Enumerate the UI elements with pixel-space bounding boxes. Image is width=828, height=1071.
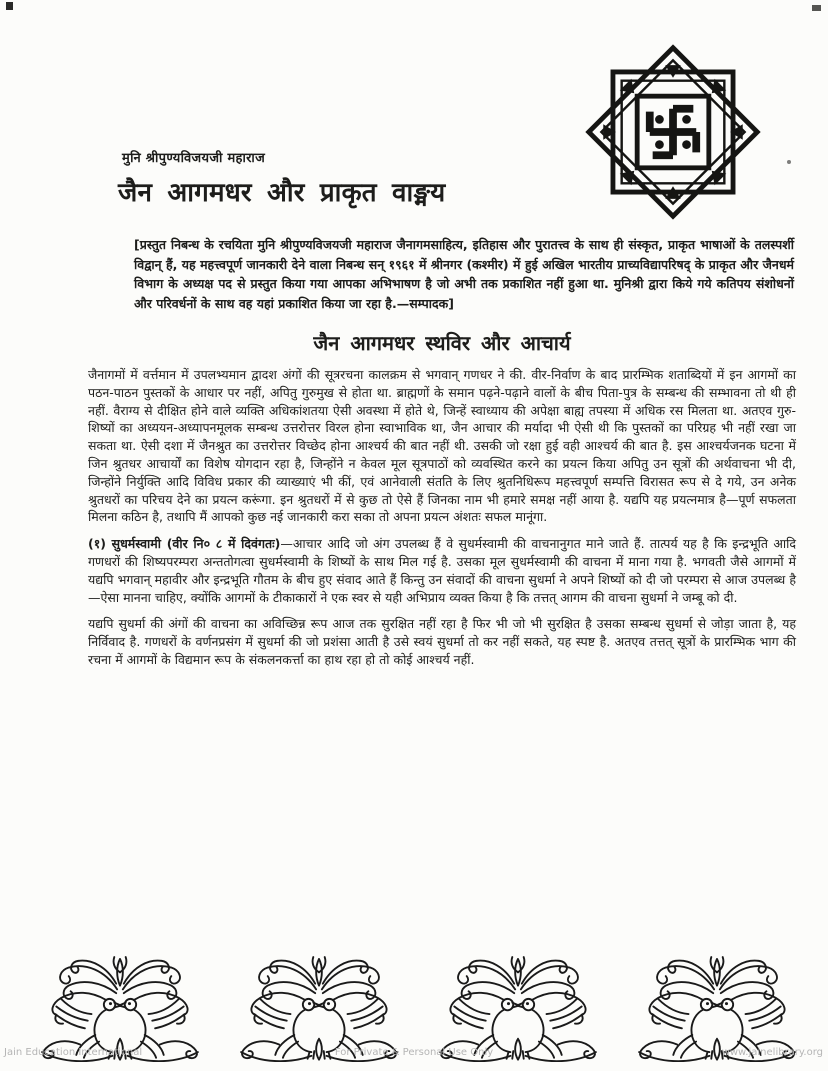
- watermark-left: Jain Education International: [4, 1047, 143, 1058]
- paragraph-3: यद्यपि सुधर्मा की अंगों की वाचना का अविच्छिन्न रूप आज तक सुरक्षित नहीं रहा है फिर भी जो भी सुरक्षित है उसका सम्बन्ध सुधर्मा से जोड़ा जाता है, यह निर्विवाद है. गणधरों के वर्णनप्रसंग में सुधर्मा की जो प्रशंसा आती है उसे स्वयं सुधर्मा तो कर नहीं सकते, यह स्पष्ट है. अतएव तत्तत् सूत्रों के प्रारम्भिक भाग की रचना में आगमों के विद्यमान रूप के संकलनकर्त्ता का हाथ रहा हो तो कोई आश्चर्य नहीं.: [88, 616, 796, 667]
- page-title: जैन आगमधर और प्राकृत वाङ्मय: [118, 178, 446, 208]
- paragraph-1: जैनागमों में वर्त्तमान में उपलभ्यमान द्वादश अंगों की सूत्ररचना कालक्रम से भगवान् गणधर ने की. वीर-निर्वाण के बाद प्रारम्भिक शताब्दियों में इन आगमों का पठन-पाठन पुस्तकों के आधार पर नहीं, अपितु गुरुमुख से होता था. ब्राह्मणों के समान पढ़ने-पढ़ाने वालों के बीच पिता-पुत्र के सम्बन्ध की सम्भावना तो थी ही नहीं. वैराग्य से दीक्षित होने वाले व्यक्ति अधिकांशतया ऐसी अवस्था में होते थे, जिन्हें स्वाध्याय की अपेक्षा बाह्य तपस्या में अधिक रस मिलता था. अतएव गुरु-शिष्यों का अध्ययन-अध्यापनमूलक सम्बन्ध उत्तरोत्तर विरल होना स्वाभाविक था, जैन आचार की मर्यादा भी ऐसी थी कि पुस्तकों का परिग्रह भी नहीं रखा जा सकता था. ऐसी दशा में जैनश्रुत का उत्तरोत्तर विच्छेद होना आश्चर्य की बात नहीं थी. उसकी जो रक्षा हुई वही आश्चर्य की बात है. इस आश्चर्यजनक घटना में जिन श्रुतधर आचार्यों का विशेष योगदान रहा है, जिन्होंने न केवल मूल सूत्रपाठों को व्यवस्थित करने का प्रयत्न किया अपितु उन सूत्रों की अर्थवाचना भी दी, जिन्होंने निर्युक्ति आदि विविध प्रकार की व्याख्याएं भी कीं, एवं आनेवाली संतति के लिए श्रुतनिधिरूप महत्त्वपूर्ण सम्पत्ति विरासत रूप से दे गये, उन अनेक श्रुतधरों का परिचय देने का प्रयत्न करूंगा. इन श्रुतधरों में से कुछ तो ऐसे हैं जिनका नाम भी हमारे समक्ष नहीं आया है. यद्यपि यह प्रयत्नमात्र है—पूर्ण सफलता मिलना कठिन है, तथापि मैं आपको कुछ नई जानकारी करा सका तो अपना प्रयत्न अंशतः सफल मानूंगा.: [88, 367, 796, 525]
- author-line: मुनि श्रीपुण्यविजयजी महाराज: [122, 151, 266, 166]
- paragraph-2-text: —आचार आदि जो अंग उपलब्ध हैं वे सुधर्मस्वामी की वाचनानुगत माने जाते हैं. तात्पर्य यह है कि इन्द्रभूति आदि गणधरों की शिष्यपरम्परा अन्ततोगत्वा सुधर्मस्वामी के शिष्यों के साथ मिल गई है. उसका मूल सुधर्मस्वामी की वाचना में माना गया है. भगवती जैसे आगमों में यद्यपि भगवान् महावीर और इन्द्रभूति गौतम के बीच हुए संवाद आते हैं किन्तु उन संवादों की वाचना सुधर्मा ने अपने शिष्यों को दी जो परम्परा से आज उपलब्ध है—ऐसा मानना चाहिए, क्योंकि आगमों के टीकाकारों ने एक स्वर से यही अभिप्राय व्यक्त किया है कि तत्तत् आगम की वाचना सुधर्मा ने जम्बू को दी.: [88, 536, 796, 605]
- watermark-center: For Private & Personal Use Only: [334, 1047, 494, 1058]
- scan-artifact: [6, 2, 13, 10]
- scan-artifact: [812, 5, 821, 11]
- kissing-doves-icon: [224, 950, 414, 1062]
- paragraph-2-lead: (१) सुधर्मस्वामी (वीर नि० ८ में दिवंगतः): [88, 536, 281, 552]
- paragraph-2: [88, 535, 796, 606]
- document-content: [88, 148, 796, 678]
- decorative-bird-border: [25, 948, 812, 1062]
- kissing-doves-icon: [423, 950, 613, 1062]
- editor-note: [प्रस्तुत निबन्ध के रचयिता मुनि श्रीपुण्यविजयजी महाराज जैनागमसाहित्य, इतिहास और पुरातत्त्व के साथ ही संस्कृत, प्राकृत भाषाओं के तलस्पर्शी विद्वान् हैं, यह महत्त्वपूर्ण जानकारी देने वाला निबन्ध सन् १९६१ में श्रीनगर (कश्मीर) में हुई अखिल भारतीय प्राच्यविद्यापरिषद् के प्राकृत और जैनधर्म विभाग के अध्यक्ष पद से प्रस्तुत किया गया आपका अभिभाषण है जो अभी तक प्रकाशित नहीं हुआ था. मुनिश्री द्वारा किये गये कतिपय संशोधनों और परिवर्धनों के साथ वह यहां प्रकाशित किया जा रहा है.—सम्पादक]: [134, 237, 794, 311]
- kissing-doves-icon: [25, 950, 215, 1062]
- section-heading: जैन आगमधर स्थविर और आचार्य: [313, 331, 571, 355]
- scan-watermarks: [0, 1047, 828, 1061]
- kissing-doves-icon: [622, 950, 812, 1062]
- watermark-right: www.jainelibrary.org: [721, 1047, 823, 1058]
